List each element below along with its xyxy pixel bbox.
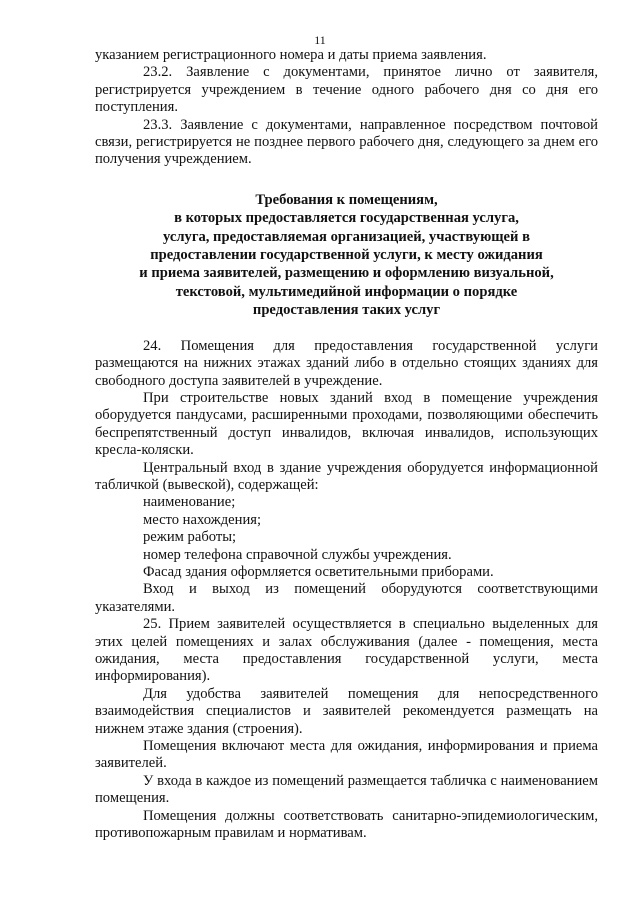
paragraph-continuation: указанием регистрационного номера и даты приема заявления. — [95, 47, 487, 63]
list-item: режим работы; — [143, 529, 237, 546]
heading-line: Требования к помещениям, — [255, 191, 438, 208]
heading-line: в которых предоставляется государственная услуга, — [174, 210, 519, 227]
paragraph-construction: При строительстве новых зданий вход в помещение учреждения оборудуется пандусами, расширенными проходами, позволяющими обеспечить беспрепятственный доступ инвалидов, включая инвалидов, использующих кресла-коляски. — [95, 389, 598, 459]
heading-line: предоставлении государственной услуги, к месту ожидания — [150, 247, 543, 264]
page-number: 11 — [314, 33, 326, 47]
paragraph-23-2: 23.2. Заявление с документами, принятое лично от заявителя, регистрируется учреждением в течение одного рабочего дня со дня его поступления. — [95, 64, 598, 116]
document-body — [95, 47, 598, 842]
paragraph-23-3: 23.3. Заявление с документами, направленное посредством почтовой связи, регистрируется не позднее первого рабочего дня, следующего за днем его получения учреждением. — [95, 116, 598, 168]
list-item: наименование; — [143, 494, 236, 511]
paragraph-sign: У входа в каждое из помещений размещается табличка с наименованием помещения. — [95, 772, 598, 807]
section-heading — [95, 191, 598, 320]
paragraph-exits: Вход и выход из помещений оборудуются соответствующими указателями. — [95, 581, 598, 615]
paragraph-facade: Фасад здания оформляется осветительными приборами. — [143, 563, 494, 580]
heading-line: предоставления таких услуг — [252, 302, 441, 319]
paragraph-entrance: Центральный вход в здание учреждения оборудуется информационной табличкой (вывеской), содержащей: — [95, 459, 598, 493]
list-item: место нахождения; — [143, 511, 262, 528]
heading-line: текстовой, мультимедийной информации о порядке — [175, 283, 518, 300]
heading-line: и приема заявителей, размещению и оформлению визуальной, — [139, 265, 554, 282]
paragraph-compliance: Помещения должны соответствовать санитарно-эпидемиологическим, противопожарным правилам и нормативам. — [95, 807, 598, 842]
list-item: номер телефона справочной службы учреждения. — [143, 546, 452, 563]
paragraph-24: 24. Помещения для предоставления государственной услуги размещаются на нижних этажах зданий либо в отдельно стоящих зданиях для свободного доступа заявителей в учреждение. — [95, 337, 598, 389]
paragraph-include: Помещения включают места для ожидания, информирования и приема заявителей. — [95, 738, 598, 772]
paragraph-convenience: Для удобства заявителей помещения для непосредственного взаимодействия специалистов и заявителей рекомендуется размещать на нижнем этаже здания (строения). — [95, 685, 598, 737]
heading-line: услуга, предоставляемая организацией, участвующей в — [163, 228, 530, 245]
paragraph-25: 25. Прием заявителей осуществляется в специально выделенных для этих целей помещениях и залах обслуживания (далее - помещения, места ожидания, места предоставления государственной услуги, места информирования). — [95, 616, 598, 685]
